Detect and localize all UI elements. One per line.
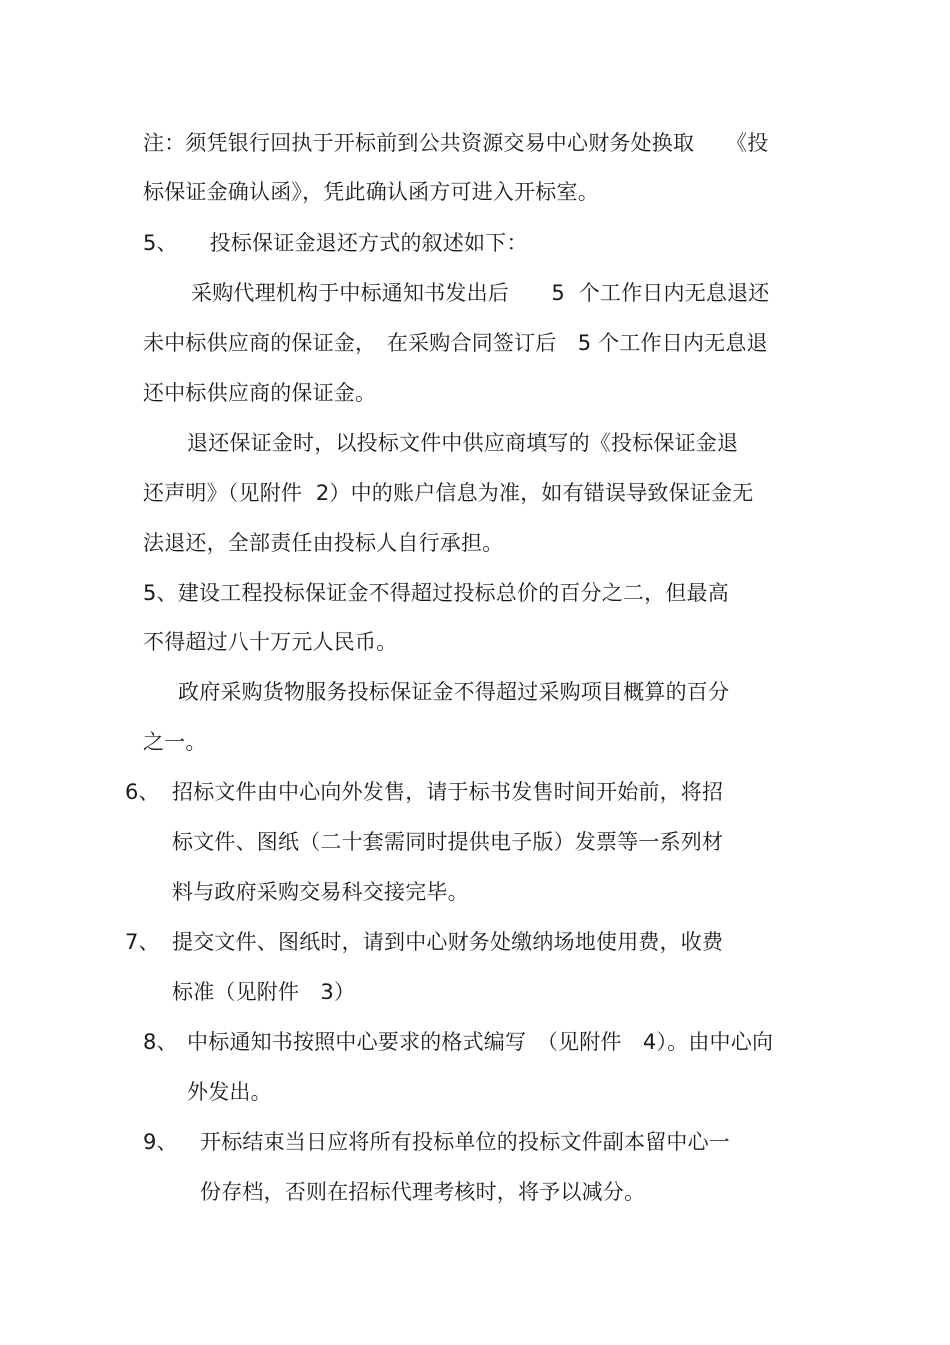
text-line: 5、 投标保证金退还方式的叙述如下： (143, 231, 528, 255)
text-line: 注：须凭银行回执于开标前到公共资源交易中心财务处换取 《投 (143, 131, 769, 155)
text-line: 标文件、图纸（二十套需同时提供电子版）发票等一系列材 (172, 830, 724, 854)
text-line: 还声明》（见附件 2）中的账户信息为准，如有错误导致保证金无 (143, 481, 754, 505)
text-line: 开标结束当日应将所有投标单位的投标文件副本留中心一 (200, 1130, 730, 1154)
text-line: 之一。 (143, 730, 207, 754)
text-line: 标准（见附件 3） (172, 980, 356, 1004)
list-number: 8、 (143, 1030, 178, 1054)
text-line: 未中标供应商的保证金， 在采购合同签订后 5 个工作日内无息退 (143, 331, 768, 355)
text-line: 5、建设工程投标保证金不得超过投标总价的百分之二，但最高 (143, 581, 729, 605)
text-line: 份存档，否则在招标代理考核时，将予以减分。 (200, 1180, 646, 1204)
text-line: 标保证金确认函》，凭此确认函方可进入开标室。 (143, 180, 599, 204)
text-line: 中标通知书按照中心要求的格式编写 （见附件 4）。由中心向 (187, 1030, 774, 1054)
text-line: 法退还，全部责任由投标人自行承担。 (143, 531, 504, 555)
text-line: 政府采购货物服务投标保证金不得超过采购项目概算的百分 (178, 680, 730, 704)
text-line: 退还保证金时，以投标文件中供应商填写的《投标保证金退 (187, 431, 739, 455)
list-number: 9、 (143, 1130, 178, 1154)
text-line: 外发出。 (187, 1080, 272, 1104)
text-line: 料与政府采购交易科交接完毕。 (172, 880, 469, 904)
text-line: 不得超过八十万元人民币。 (143, 630, 398, 654)
text-line: 采购代理机构于中标通知书发出后 5 个工作日内无息退还 (191, 281, 770, 305)
text-line: 提交文件、图纸时，请到中心财务处缴纳场地使用费，收费 (172, 930, 724, 954)
text-line: 招标文件由中心向外发售，请于标书发售时间开始前，将招 (172, 780, 724, 804)
list-number: 6、 (125, 780, 160, 804)
text-line: 还中标供应商的保证金。 (143, 381, 377, 405)
list-number: 7、 (125, 930, 160, 954)
